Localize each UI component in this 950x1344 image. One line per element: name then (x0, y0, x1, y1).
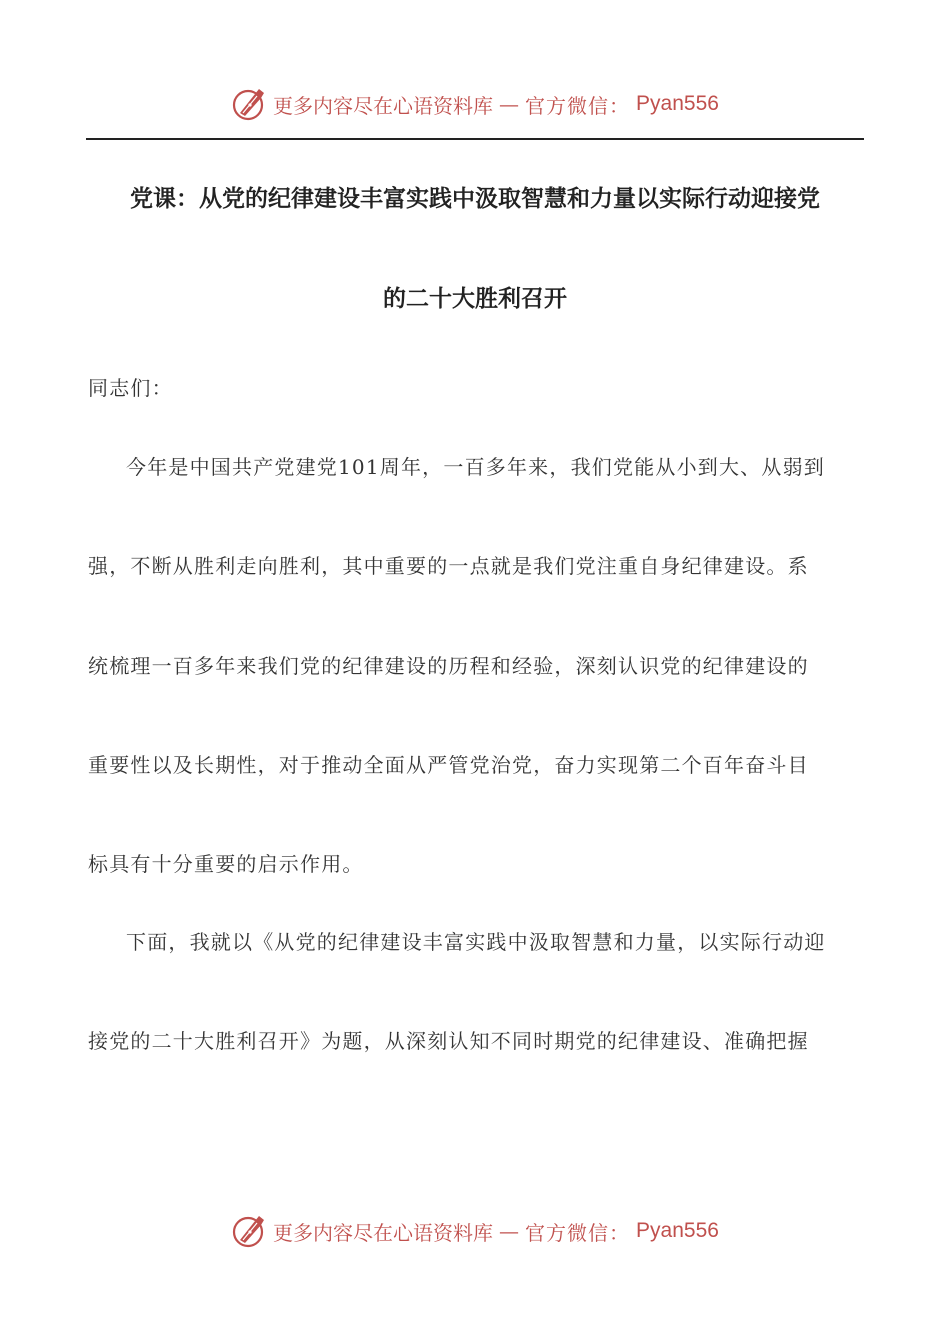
body-line-2: 强，不断从胜利走向胜利，其中重要的一点就是我们党注重自身纪律建设。系 (88, 554, 809, 578)
header-banner (0, 84, 950, 124)
body-line-6: 下面，我就以《从党的纪律建设丰富实践中汲取智慧和力量，以实际行动迎 (126, 930, 826, 954)
footer-banner (0, 1211, 950, 1251)
fountain-pen-in-circle-icon (231, 86, 267, 122)
body-line-3: 统梳理一百多年来我们党的纪律建设的历程和经验，深刻认识党的纪律建设的 (88, 654, 809, 678)
body-line-4: 重要性以及长期性，对于推动全面从严管党治党，奋力实现第二个百年奋斗目 (88, 753, 809, 777)
document-title-line-2: 的二十大胜利召开 (383, 286, 567, 312)
banner-wechat-label: 官方微信： (525, 93, 631, 118)
banner-brand-text: 更多内容尽在心语资料库 (273, 1220, 494, 1245)
banner-wechat-id: Pyan556 (636, 1219, 719, 1242)
banner-brand-text: 更多内容尽在心语资料库 (273, 93, 494, 118)
banner-separator: — (499, 92, 520, 116)
header-divider (86, 138, 864, 140)
body-line-7: 接党的二十大胜利召开》为题，从深刻认知不同时期党的纪律建设、准确把握 (88, 1029, 809, 1053)
salutation: 同志们： (88, 376, 173, 400)
banner-wechat-label: 官方微信： (525, 1220, 631, 1245)
banner-separator: — (499, 1219, 520, 1243)
document-title-line-1: 党课：从党的纪律建设丰富实践中汲取智慧和力量以实际行动迎接党 (130, 186, 820, 212)
body-line-5: 标具有十分重要的启示作用。 (88, 852, 364, 876)
fountain-pen-in-circle-icon (231, 1213, 267, 1249)
body-line-1: 今年是中国共产党建党101周年，一百多年来，我们党能从小到大、从弱到 (126, 455, 825, 479)
banner-wechat-id: Pyan556 (636, 92, 719, 115)
